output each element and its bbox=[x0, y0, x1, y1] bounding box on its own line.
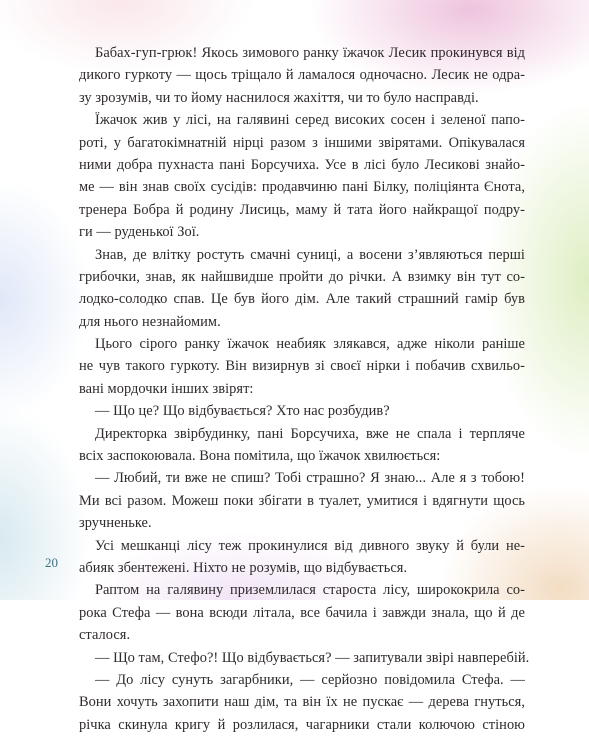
text-line: для нього незнайомим. bbox=[79, 313, 221, 330]
story-text bbox=[79, 42, 530, 736]
text-line: Цього сірого ранку їжачок неабияк злякався, адже ніколи раніше bbox=[95, 336, 525, 353]
text-line: Вони хочуть захопити наш дім, та він їх не пускає — дерева гнуться, bbox=[79, 694, 525, 711]
text-line: вані мордочки інших звірят: bbox=[79, 380, 254, 397]
text-line: лодко-солодко спав. Це був його дім. Але такий страшний гамір був bbox=[79, 291, 525, 308]
text-line: зручненьке. bbox=[79, 515, 152, 532]
page-number: 20 bbox=[45, 555, 58, 570]
text-line: — Що там, Стефо?! Що відбувається? — запитували звірі навперебій. bbox=[95, 649, 530, 666]
text-line: Усі мешканці лісу теж прокинулися від дивного звуку й були не- bbox=[95, 537, 525, 554]
text-line: абияк збентежені. Ніхто не розумів, що відбувається. bbox=[79, 559, 408, 576]
text-line: не чув такого гуркоту. Він визирнув зі своєї нірки і побачив схвильо- bbox=[79, 358, 525, 375]
text-line: ги — руденької Зої. bbox=[79, 224, 200, 241]
text-line: дикого гуркоту — щось тріщало й ламалося одночасно. Лесик не одра- bbox=[79, 67, 525, 84]
text-line: рока Стефа — вона всюди літала, все бачила і завжди знала, що й де bbox=[79, 604, 525, 621]
text-line: всіх заспокоювала. Вона помітила, що їжачок хвилюється: bbox=[79, 448, 441, 465]
text-line: сталося. bbox=[79, 627, 131, 644]
text-line: грибочки, знав, як найшвидше пройти до річки. А взимку він тут со- bbox=[79, 268, 525, 285]
text-line: Їжачок жив у лісі, на галявині серед високих сосен і зеленої папо- bbox=[95, 112, 525, 129]
text-line: Ми всі разом. Можеш поки збігати в туалет, умитися і вдягнути щось bbox=[79, 492, 525, 509]
text-line: Раптом на галявину приземлилася староста лісу, ширококрила со- bbox=[95, 582, 525, 599]
text-line: ме — він знав своїх сусідів: продавчиню пані Білку, поліціянта Єнота, bbox=[79, 179, 525, 196]
text-line: — Що це? Що відбувається? Хто нас розбудив? bbox=[95, 403, 390, 420]
text-line: Бабах-гуп-грюк! Якось зимового ранку їжачок Лесик прокинувся від bbox=[95, 45, 525, 61]
text-line: Директорка звірбудинку, пані Борсучиха, вже не спала і терпляче bbox=[95, 425, 525, 442]
text-line: річка скинула кригу й розлилася, чагарники стали колючою стіною bbox=[79, 716, 525, 733]
text-line: Знав, де влітку ростуть смачні суниці, а восени з’являються перші bbox=[95, 246, 525, 263]
text-line: ними добра пухнаста пані Борсучиха. Усе в лісі було Лесикові знайо- bbox=[79, 156, 525, 173]
text-line: зу зрозумів, чи то йому наснилося жахіття, чи то було насправді. bbox=[79, 89, 479, 106]
text-line: — Любий, ти вже не спиш? Тобі страшно? Я знаю... Але я з тобою! bbox=[95, 470, 525, 487]
text-line: тренера Бобра й родину Лисиць, маму й тата його найкращої подру- bbox=[79, 201, 525, 218]
text-line: — До лісу сунуть загарбники, — серйозно повідомила Стефа. — bbox=[95, 671, 525, 688]
text-line: роті, у багатокімнатній нірці разом з іншими звірятами. Опікувалася bbox=[79, 134, 525, 151]
